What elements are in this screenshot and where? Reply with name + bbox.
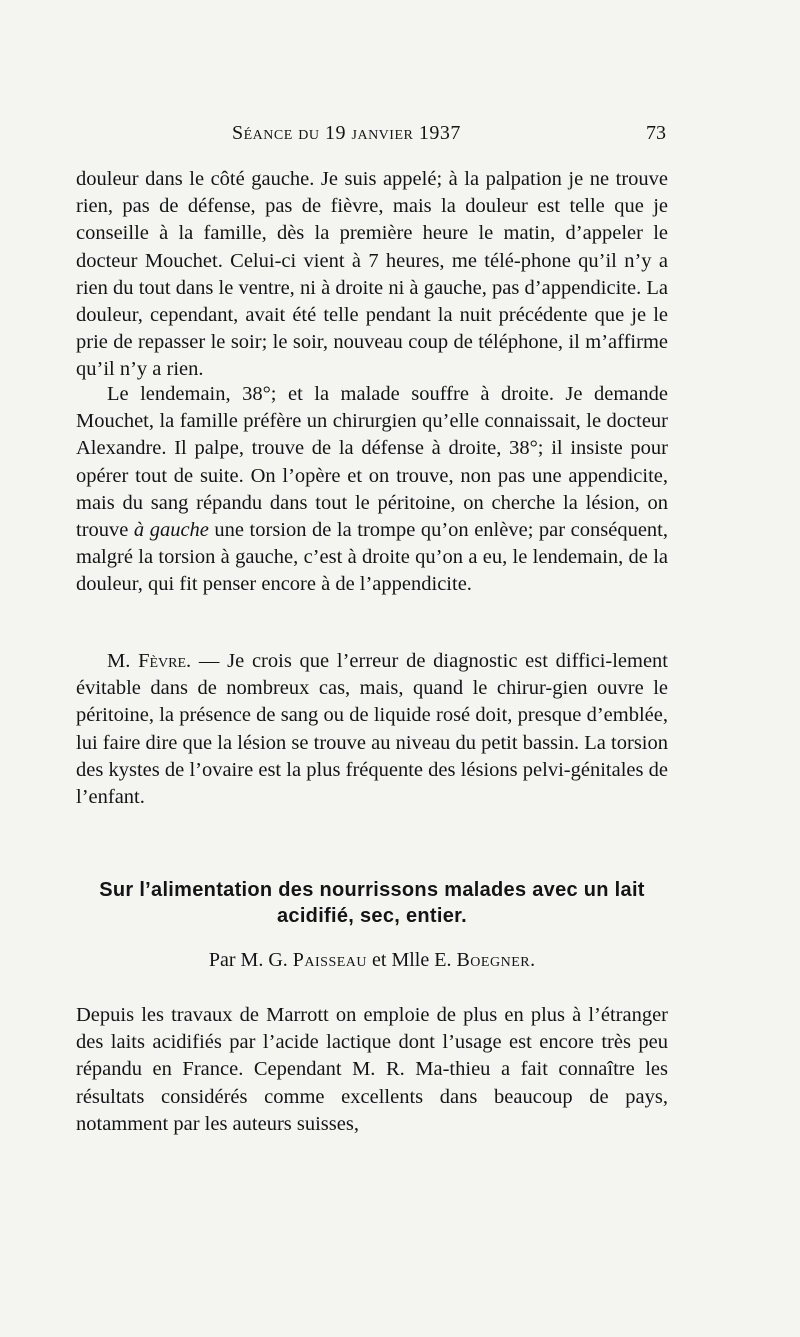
speaker-name: M. Fèvre. bbox=[107, 650, 192, 672]
author-1: Paisseau bbox=[292, 949, 368, 971]
paragraph-4: Depuis les travaux de Marrott on emploie de plus en plus à l’étranger des laits acidifiés par l’acide lactique dont l’usage est encore très peu répandu en France. Cependant M. R. Ma-thieu a fait connaître les résultats considérés comme excellents dans beaucoup de pays, notamment par les auteurs suisses, bbox=[76, 1004, 668, 1135]
paragraph-3 bbox=[76, 648, 668, 811]
byline-end: . bbox=[530, 949, 536, 971]
author-2: Boegner bbox=[456, 949, 531, 971]
paragraph-2-text-b: une torsion de la trompe qu’on enlève; par conséquent, malgré la torsion à gauche, c’est à droite qu’on a eu, le lendemain, de la douleur, qui fit penser encore à de l’appendicite. bbox=[76, 519, 668, 596]
article-byline bbox=[76, 949, 668, 972]
paragraph-2-text-a: Le lendemain, 38°; et la malade souffre à droite. Je demande Mouchet, la famille préfère un chirurgien qu’elle connaissait, le docteur Alexandre. Il palpe, trouve de la défense à droite, 38°; il insiste pour opérer tout de suite. On l’opère et on trouve, non pas une appendicite, mais du sang répandu dans tout le péritoine, on cherche la lésion, on trouve bbox=[76, 383, 668, 542]
paragraph-2 bbox=[76, 381, 668, 599]
byline-prefix: Par M. G. bbox=[208, 949, 293, 971]
paragraph-1: douleur dans le côté gauche. Je suis appelé; à la palpation je ne trouve rien, pas de défense, pas de fièvre, mais la douleur est telle que je conseille à la famille, dès la première heure le matin, d’appeler le docteur Mouchet. Celui-ci vient à 7 heures, me télé-phone qu’il n’y a rien du tout dans le ventre, ni à droite ni à gauche, pas d’appendicite. La douleur, cependant, avait été telle pendant la nuit précédente que je le prie de repasser le soir; le soir, nouveau coup de téléphone, il m’affirme qu’il n’y a rien. bbox=[76, 168, 668, 381]
paragraph-3-text: — Je crois que l’erreur de diagnostic est diffici-lement évitable dans de nombreux cas, mais, quand le chirur-gien ouvre le péritoine, la présence de sang ou de liquide rosé doit, presque d’emblée, lui faire dire que la lésion se trouve au niveau du petit bassin. La torsion des kystes de l’ovaire est la plus fréquente des lésions pelvi-génitales de l’enfant. bbox=[76, 650, 668, 809]
paragraph-2-emphasis: à gauche bbox=[133, 519, 209, 542]
byline-conjunction: et Mlle E. bbox=[367, 949, 457, 971]
page-header bbox=[0, 122, 800, 152]
page-number: 73 bbox=[646, 122, 666, 144]
article-title: Sur l’alimentation des nourrissons malades avec un lait acidifié, sec, entier. bbox=[99, 879, 645, 927]
running-head: Séance du 19 janvier 1937 bbox=[232, 122, 461, 144]
